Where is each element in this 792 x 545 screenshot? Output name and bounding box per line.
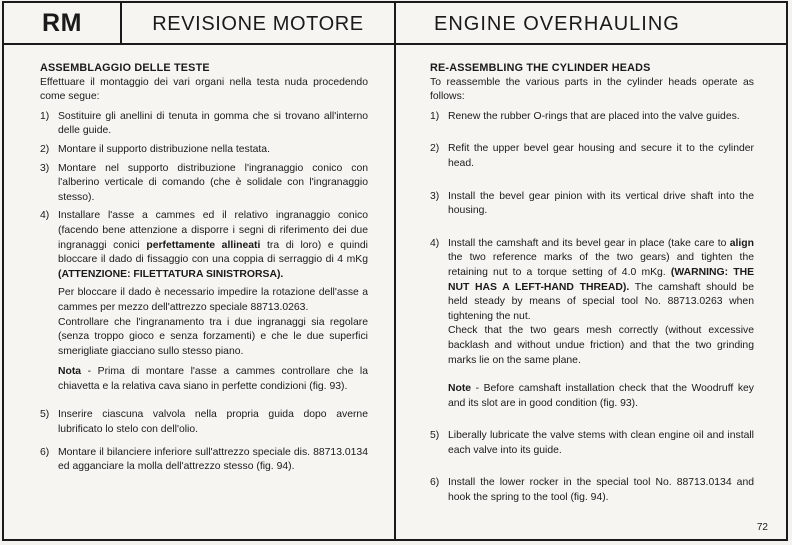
item-text: Montare il bilanciere inferiore sull'attrezzo speciale dis. 88713.0134 ed agganciare la molla dell'attrezzo stesso (fig. 94). — [58, 446, 368, 473]
item-number: 2) — [430, 143, 440, 155]
title-english: ENGINE OVERHAULING — [434, 13, 680, 35]
item4-paragraph-en-2: Check that the two gears mesh correctly (without excessive backlash and without undue friction) and that the two grinding marks lie on the same plane. — [448, 325, 754, 366]
item-bold: align — [729, 237, 754, 249]
list-item-en-2 — [430, 142, 754, 171]
item4-paragraph-it-3: Controllare che l'ingranamento tra i due ingranaggi sia regolare (senza troppo gioco e senza forzamenti) e che le due superfici smerigliate giacciano sullo stesso piano. — [58, 316, 368, 357]
item-number: 3) — [430, 190, 440, 202]
item-text: Refit the upper bevel gear housing and secure it to the cylinder head. — [448, 143, 754, 169]
note-it — [40, 365, 368, 394]
item-text: The camshaft should be held steady by means of special tool No. 88713.0263 when tightening the nut. — [448, 281, 754, 322]
list-item-en-6 — [430, 476, 754, 505]
item-text: Inserire ciascuna valvola nella propria guida dopo averne lubrificato lo stelo con dell'olio. — [58, 409, 368, 436]
list-item-it-5 — [40, 408, 368, 437]
item-text: the two reference marks of the two gears) and tighten the retaining nut to a torque setting of 4.0 mKg. — [448, 252, 754, 278]
item-number: 1) — [430, 110, 440, 122]
item-text: Liberally lubricate the valve stems with clean engine oil and install each valve into its guide. — [448, 430, 754, 456]
item-text: Install the camshaft and its bevel gear in place (take care to — [448, 237, 730, 249]
item-text: tra di loro) e quindi bloccare il dado di fissaggio con una coppia di serraggio di 4 mKg — [58, 239, 368, 266]
item-text: Montare nel supporto distribuzione l'ingranaggio conico con l'alberino verticale di comando (che è solidale con l'ingranaggio stesso). — [58, 162, 368, 203]
section-title-en: RE-ASSEMBLING THE CYLINDER HEADS — [430, 62, 651, 74]
list-item-it-4 — [40, 209, 368, 282]
item-number: 6) — [40, 446, 50, 458]
item-warning: (ATTENZIONE: FILETTATURA SINISTRORSA). — [58, 268, 284, 280]
item-text: Install the bevel gear pinion with its vertical drive shaft into the housing. — [448, 190, 754, 217]
list-item-it-2 — [40, 143, 368, 158]
note-label-it: Nota — [58, 366, 82, 378]
page-number: 72 — [756, 522, 768, 533]
note-label-en: Note — [448, 383, 472, 395]
note-text-it: - Prima di montare l'asse a cammes controllare che la chiavetta e la relativa cava siano in perfette condizioni (fig. 93). — [58, 366, 368, 392]
manual-page — [2, 1, 788, 541]
note-en — [430, 382, 754, 411]
item-text: Montare il supporto distribuzione nella testata. — [58, 143, 270, 155]
item-text: Installare l'asse a cammes ed il relativo ingranaggio conico (facendo bene attenzione a disporre i segni di riferimento dei due ingranaggi conici — [58, 210, 368, 251]
item-number: 3) — [40, 162, 50, 174]
item-number: 5) — [430, 430, 440, 442]
list-item-it-3 — [40, 162, 368, 206]
english-column — [430, 61, 754, 506]
intro-it: Effettuare il montaggio dei vari organi nella testa nuda procedendo come segue: — [40, 76, 368, 103]
intro-en: To reassemble the various parts in the cylinder heads operate as follows: — [430, 76, 754, 103]
item-warning: (WARNING: THE NUT HAS A LEFT-HAND THREAD). — [448, 266, 754, 293]
column-divider — [394, 43, 396, 539]
item-bold: perfettamente allineati — [146, 239, 261, 251]
list-item-en-5 — [430, 429, 754, 458]
list-item-en-3 — [430, 190, 754, 219]
list-item-en-1 — [430, 110, 754, 125]
item-number: 2) — [40, 143, 50, 155]
item4-paragraph-it-2: Per bloccare il dado è necessario impedire la rotazione dell'asse a cammes per mezzo dell'attrezzo speciale 88713.0263. — [58, 287, 368, 313]
section-code: RM — [4, 3, 122, 43]
list-item-it-1 — [40, 110, 368, 139]
section-title-it: ASSEMBLAGGIO DELLE TESTE — [40, 62, 210, 74]
title-italian: REVISIONE MOTORE — [122, 3, 396, 43]
list-item-en-4 — [430, 237, 754, 325]
list-item-it-6 — [40, 446, 368, 475]
page-header — [4, 3, 786, 45]
item-text: Renew the rubber O-rings that are placed into the valve guides. — [448, 110, 740, 122]
item-number: 4) — [40, 210, 50, 222]
item-text: Sostituire gli anellini di tenuta in gomma che si trovano all'interno delle guide. — [58, 110, 368, 137]
item-number: 1) — [40, 110, 50, 122]
item-number: 5) — [40, 409, 50, 421]
item-number: 4) — [430, 237, 440, 249]
item-text: Install the lower rocker in the special tool No. 88713.0134 and hook the spring to the tool (fig. 94). — [448, 477, 754, 504]
note-text-en: - Before camshaft installation check that the Woodruff key and its slot are in good condition (fig. 93). — [448, 383, 754, 409]
italian-column — [40, 61, 368, 475]
item-number: 6) — [430, 477, 440, 489]
